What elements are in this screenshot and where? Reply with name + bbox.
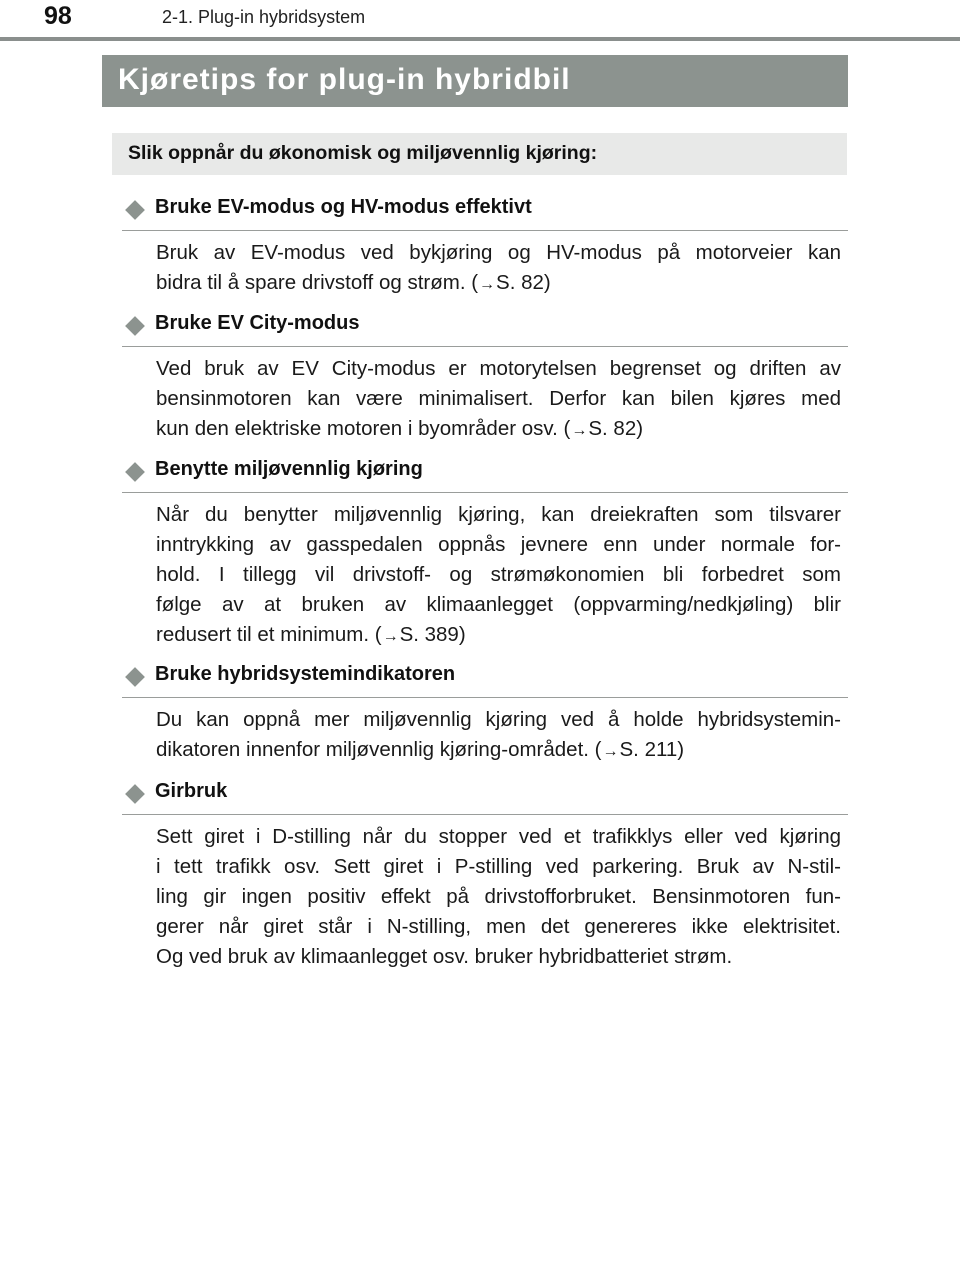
section-hybrid-indicator <box>122 663 848 767</box>
section-heading: Bruke EV City-modus <box>155 312 360 334</box>
body-line: ling gir ingen positiv effekt på drivstofforbruket. Bensinmotoren fun- <box>156 885 841 908</box>
section-gear-use <box>122 780 848 972</box>
page-reference-link[interactable]: S. 82) <box>588 417 644 440</box>
page-reference-link[interactable]: S. 211) <box>619 738 685 761</box>
section-heading: Girbruk <box>155 780 228 802</box>
page-reference-link[interactable]: S. 389) <box>399 623 466 646</box>
body-line-text: bidra til å spare drivstoff og strøm. ( <box>156 271 479 294</box>
section-heading-row <box>122 780 848 815</box>
arrow-right-icon: → <box>571 422 588 439</box>
diamond-bullet-icon <box>125 316 145 336</box>
subtitle: Slik oppnår du økonomisk og miljøvennlig kjøring: <box>128 142 598 164</box>
body-line <box>156 735 841 767</box>
body-line <box>156 414 841 446</box>
body-line: Bruk av EV-modus ved bykjøring og HV-modus på motorveier kan <box>156 241 841 264</box>
section-body <box>156 705 841 767</box>
body-line: inntrykking av gasspedalen oppnås jevnere enn under normale for- <box>156 533 841 556</box>
section-title-bar <box>102 55 848 107</box>
body-line: Når du benytter miljøvennlig kjøring, kan dreiekraften som tilsvarer <box>156 503 841 526</box>
page-reference-link[interactable]: S. 82) <box>496 271 551 294</box>
section-heading: Benytte miljøvennlig kjøring <box>155 458 423 480</box>
section-heading: Bruke hybridsystemindikatoren <box>155 663 456 685</box>
section-heading-row <box>122 663 848 698</box>
section-heading-row <box>122 196 848 231</box>
body-line <box>156 268 841 300</box>
page-number: 98 <box>44 2 72 30</box>
body-line: gerer når giret står i N-stilling, men det genereres ikke elektrisitet. <box>156 915 841 938</box>
body-line-text: redusert til et minimum. ( <box>156 623 382 646</box>
section-heading-row <box>122 312 848 347</box>
body-line: Og ved bruk av klimaanlegget osv. bruker hybridbatteriet strøm. <box>156 945 733 968</box>
section-heading-row <box>122 458 848 493</box>
section-body <box>156 354 841 446</box>
section-ev-city-mode <box>122 312 848 446</box>
page-title: Kjøretips for plug-in hybridbil <box>118 63 571 96</box>
diamond-bullet-icon <box>125 462 145 482</box>
section-body <box>156 238 841 300</box>
section-eco-driving <box>122 458 848 652</box>
diamond-bullet-icon <box>125 784 145 804</box>
body-line <box>156 620 841 652</box>
arrow-right-icon: → <box>382 628 399 645</box>
arrow-right-icon: → <box>602 743 619 760</box>
body-line: Du kan oppnå mer miljøvennlig kjøring ved å holde hybridsystemin- <box>156 708 841 731</box>
body-line: i tett trafikk osv. Sett giret i P-stilling ved parkering. Bruk av N-stil- <box>156 855 841 878</box>
diamond-bullet-icon <box>125 200 145 220</box>
header-rule <box>0 37 960 41</box>
section-ev-hv-mode <box>122 196 848 300</box>
body-line-text: kun den elektriske motoren i byområder osv. ( <box>156 417 571 440</box>
chapter-title: 2-1. Plug-in hybridsystem <box>162 7 366 27</box>
body-line: følge av at bruken av klimaanlegget (oppvarming/nedkjøling) blir <box>156 593 841 616</box>
body-line: Ved bruk av EV City-modus er motorytelsen begrenset og driften av <box>156 357 841 380</box>
diamond-bullet-icon <box>125 667 145 687</box>
body-line: Sett giret i D-stilling når du stopper ved et trafikklys eller ved kjøring <box>156 825 841 848</box>
arrow-right-icon: → <box>479 276 496 293</box>
body-line-text: dikatoren innenfor miljøvennlig kjøring-området. ( <box>156 738 602 761</box>
section-body <box>156 822 841 972</box>
subtitle-box <box>112 133 847 175</box>
page-header <box>0 0 960 42</box>
section-body <box>156 500 841 652</box>
body-line: bensinmotoren kan være minimalisert. Derfor kan bilen kjøres med <box>156 387 841 410</box>
body-line: hold. I tillegg vil drivstoff- og strømøkonomien bli forbedret som <box>156 563 841 586</box>
section-heading: Bruke EV-modus og HV-modus effektivt <box>155 196 532 218</box>
